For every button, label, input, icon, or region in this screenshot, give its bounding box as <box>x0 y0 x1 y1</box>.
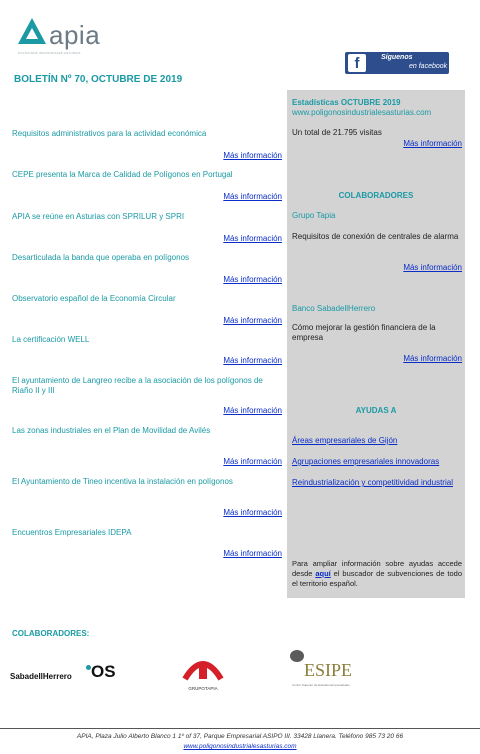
news-title[interactable]: Observatorio español de la Economía Circular <box>12 294 176 303</box>
tapia-logo-text: GRUPOTAPIA <box>188 686 218 691</box>
more-info-link[interactable]: Más información <box>223 549 282 558</box>
sabadell-logo-text: SabadellHerrero <box>10 672 72 681</box>
logo-text: apia <box>49 20 101 50</box>
os-logo-text: OS <box>91 662 116 681</box>
ayudas-note-before: Para ampliar información sobre ayudas accede desde <box>292 559 462 578</box>
collaborator-tapia-more-link[interactable]: Más información <box>403 263 462 272</box>
logo-subtitle: POLÍGONOS INDUSTRIALES ASTURIAS <box>18 51 81 55</box>
news-title[interactable]: APIA se reúne en Asturias con SPRILUR y SPRI <box>12 212 185 221</box>
stats-url[interactable]: www.poligonosindustrialesasturias.com <box>292 108 432 117</box>
collaborator-sabadell-name[interactable]: Banco SabadellHerrero <box>292 304 376 313</box>
apia-triangle-icon <box>18 18 46 44</box>
footer-address: APIA, Plaza Julio Alberto Blanco 1 1º of 37, Parque Empresarial ASIPO III. 33428 Llanera. Teléfono 985 73 20 66 <box>76 733 404 740</box>
ayudas-note-after: el buscador de subvenciones de todo el territorio español. <box>292 569 462 588</box>
esipe-logo-subtitle: Centro Superior de Estudios Empresariales <box>292 683 350 687</box>
sidebar-panel <box>287 90 465 598</box>
esipe-icon <box>290 650 304 662</box>
ayudas-heading: AYUDAS A <box>355 406 397 415</box>
more-info-link[interactable]: Más información <box>223 457 282 466</box>
grupo-tapia-logo[interactable] <box>182 655 224 691</box>
footer-divider <box>0 728 480 729</box>
collaborator-sabadell-text: Cómo mejorar la gestión financiera de la empresa <box>292 323 436 342</box>
tapia-arch-icon <box>182 655 224 681</box>
collaborator-tapia-text: Requisitos de conexión de centrales de alarma <box>292 232 459 241</box>
ayuda-link[interactable]: Agrupaciones empresariales innovadoras <box>292 457 440 466</box>
news-title[interactable]: Requisitos administrativos para la actividad económica <box>12 129 207 138</box>
more-info-link[interactable]: Más información <box>223 316 282 325</box>
stats-title: Estadísticas OCTUBRE 2019 <box>292 98 401 107</box>
more-info-link[interactable]: Más información <box>223 406 282 415</box>
facebook-follow-button[interactable] <box>345 52 449 74</box>
sabadell-logo[interactable] <box>10 672 72 681</box>
ayudas-here-link[interactable]: aquí <box>315 569 331 578</box>
stats-more-info-link[interactable]: Más información <box>403 139 462 148</box>
stats-visits: Un total de 21.795 visitas <box>292 128 382 137</box>
os-logo-dot-icon <box>86 665 91 670</box>
ayudas-note <box>292 559 462 589</box>
news-title[interactable]: Desarticulada la banda que operaba en polígonos <box>12 253 190 262</box>
esipe-logo-text: ESIPE <box>304 660 353 680</box>
news-title[interactable]: CEPE presenta la Marca de Calidad de Polígonos en Portugal <box>12 170 233 179</box>
apia-logo[interactable] <box>16 18 126 58</box>
more-info-link[interactable]: Más información <box>223 151 282 160</box>
news-title[interactable]: Encuentros Empresariales IDEPA <box>12 528 132 537</box>
more-info-link[interactable]: Más información <box>223 356 282 365</box>
news-title[interactable]: El Ayuntamiento de Tineo incentiva la instalación en polígonos <box>12 477 233 486</box>
collaborators-heading: COLABORADORES <box>338 191 414 200</box>
collaborator-tapia-name[interactable]: Grupo Tapia <box>292 211 336 220</box>
ayuda-link[interactable]: Reindustrialización y competitividad industrial <box>292 478 453 487</box>
footer-url-link[interactable]: www.poligonosindustrialesasturias.com <box>183 743 297 750</box>
facebook-line1: Síguenos <box>381 54 413 61</box>
collaborator-sabadell-more-link[interactable]: Más información <box>403 354 462 363</box>
esipe-logo[interactable] <box>290 650 370 694</box>
news-title[interactable]: La certificación WELL <box>12 335 90 344</box>
facebook-icon: f <box>348 54 366 72</box>
more-info-link[interactable]: Más información <box>223 192 282 201</box>
more-info-link[interactable]: Más información <box>223 508 282 517</box>
os-logo[interactable] <box>86 662 116 682</box>
more-info-link[interactable]: Más información <box>223 275 282 284</box>
bulletin-title: BOLETÍN Nº 70, OCTUBRE DE 2019 <box>14 74 183 85</box>
news-title[interactable]: Las zonas industriales en el Plan de Movilidad de Avilés <box>12 426 211 435</box>
news-title[interactable]: El ayuntamiento de Langreo recibe a la asociación de los polígonos de Riaño II y III <box>12 376 263 395</box>
bottom-collaborators-heading: COLABORADORES: <box>12 629 90 638</box>
ayuda-link[interactable]: Áreas empresariales de Gijón <box>292 436 398 445</box>
facebook-line2: en facebook <box>409 63 448 70</box>
more-info-link[interactable]: Más información <box>223 234 282 243</box>
